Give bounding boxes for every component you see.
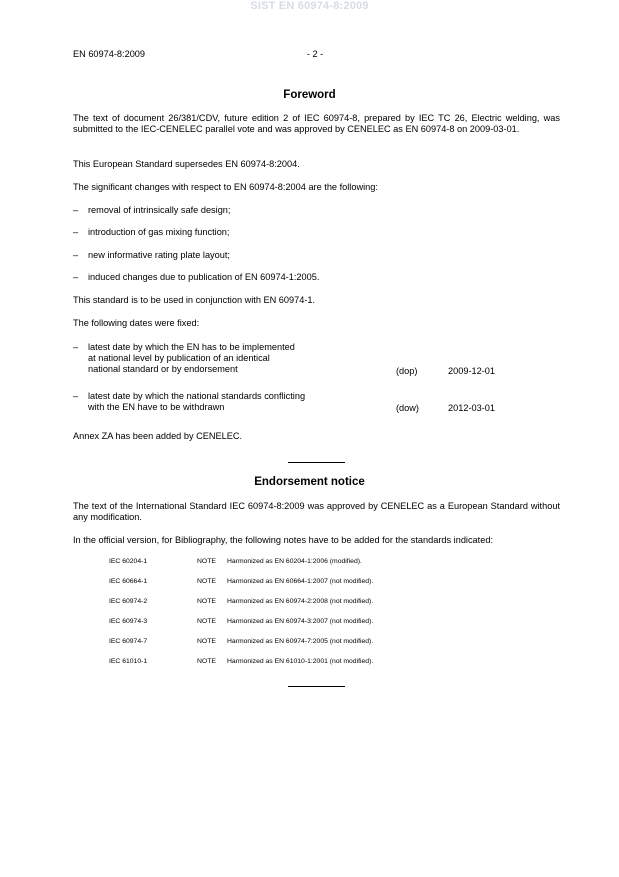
list-bullet: –	[73, 205, 79, 215]
list-bullet: –	[73, 227, 79, 237]
change-item: new informative rating plate layout;	[88, 250, 230, 260]
note-label: NOTE	[197, 658, 216, 665]
note-standard: IEC 60664-1	[109, 578, 148, 585]
changes-intro: The significant changes with respect to EN 60974-8:2004 are the following:	[73, 182, 378, 192]
list-bullet: –	[73, 272, 79, 282]
note-text: Harmonized as EN 60204-1:2006 (modified).	[227, 558, 362, 565]
note-label: NOTE	[197, 618, 216, 625]
note-standard: IEC 60974-2	[109, 598, 148, 605]
note-standard: IEC 60204-1	[109, 558, 148, 565]
section-divider	[288, 686, 345, 687]
note-text: Harmonized as EN 60974-7:2005 (not modified).	[227, 638, 374, 645]
watermark: SIST EN 60974-8:2009	[250, 0, 369, 12]
date-item-line: latest date by which the national standards conflicting	[88, 391, 306, 401]
dates-intro: The following dates were fixed:	[73, 318, 200, 328]
endorsement-title: Endorsement notice	[254, 476, 365, 488]
date-item-line: with the EN have to be withdrawn	[88, 402, 225, 412]
note-label: NOTE	[197, 638, 216, 645]
list-bullet: –	[73, 342, 79, 352]
note-text: Harmonized as EN 60664-1:2007 (not modified).	[227, 578, 374, 585]
foreword-title: Foreword	[283, 89, 336, 101]
date-item-description	[88, 342, 358, 375]
date-item-line: national standard or by endorsement	[88, 364, 238, 374]
note-text: Harmonized as EN 60974-3:2007 (not modified).	[227, 618, 374, 625]
date-item-line: latest date by which the EN has to be implemented	[88, 342, 295, 352]
note-text: Harmonized as EN 60974-2:2008 (not modified).	[227, 598, 374, 605]
change-item: removal of intrinsically safe design;	[88, 205, 231, 215]
conjunction-text: This standard is to be used in conjunction with EN 60974-1.	[73, 295, 316, 305]
endorsement-text: The text of the International Standard IEC 60974-8:2009 was approved by CENELEC as a European Standard without any modification.	[73, 501, 560, 522]
change-item: induced changes due to publication of EN 60974-1:2005.	[88, 272, 320, 282]
foreword-intro: The text of document 26/381/CDV, future edition 2 of IEC 60974-8, prepared by IEC TC 26, Electric welding, was submitted to the IEC-CENELEC parallel vote and was approved by CENELEC as EN 60974-8 on 2009-03-01.	[73, 113, 560, 134]
note-standard: IEC 60974-7	[109, 638, 148, 645]
bibliography-intro: In the official version, for Bibliography, the following notes have to be added for the standards indicated:	[73, 535, 493, 545]
header-page-number: - 2 -	[306, 49, 324, 59]
note-label: NOTE	[197, 578, 216, 585]
note-label: NOTE	[197, 558, 216, 565]
supersedes-text: This European Standard supersedes EN 60974-8:2004.	[73, 159, 300, 169]
list-bullet: –	[73, 250, 79, 260]
date-item-description	[88, 391, 358, 413]
list-bullet: –	[73, 391, 79, 401]
change-item: introduction of gas mixing function;	[88, 227, 230, 237]
date-value: 2009-12-01	[448, 366, 495, 376]
date-value: 2012-03-01	[448, 403, 495, 413]
date-code: (dop)	[396, 366, 418, 376]
annex-text: Annex ZA has been added by CENELEC.	[73, 431, 243, 441]
note-text: Harmonized as EN 61010-1:2001 (not modified).	[227, 658, 374, 665]
note-label: NOTE	[197, 598, 216, 605]
note-standard: IEC 60974-3	[109, 618, 148, 625]
note-standard: IEC 61010-1	[109, 658, 148, 665]
date-code: (dow)	[396, 403, 419, 413]
header-doc-id: EN 60974-8:2009	[73, 49, 146, 59]
section-divider	[288, 462, 345, 463]
date-item-line: at national level by publication of an identical	[88, 353, 270, 363]
